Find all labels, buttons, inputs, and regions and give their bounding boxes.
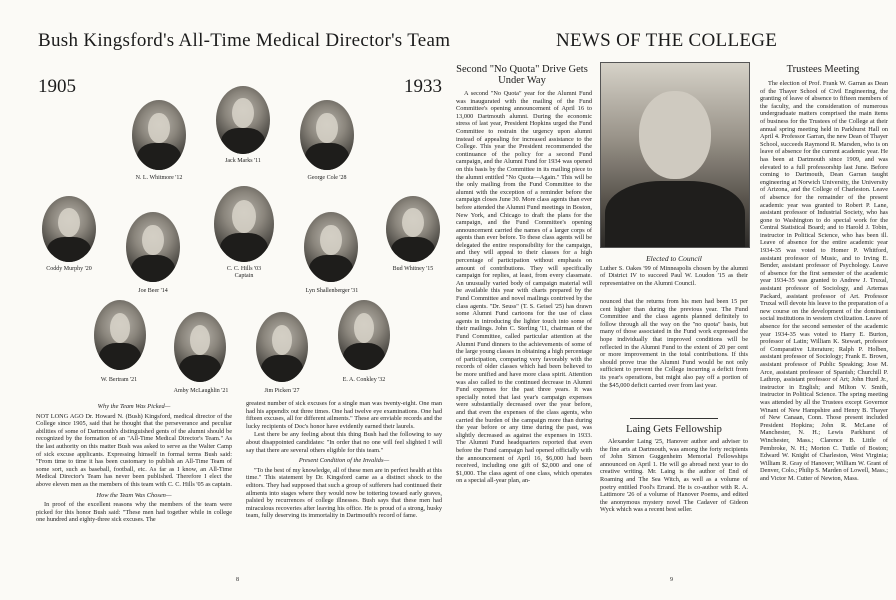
- caption-picken: Jim Picken '27: [264, 388, 300, 394]
- paragraph: nounced that the returns from his men had been 15 per cent higher than during the previous year. The Fund Committee and the class agents planned definitely to follow through all the way on the "no quota" basis, but many of those associated in the Fund work expressed the hope individually that improved conditions will be reflected in the Alumni Fund to the extent of 20 per cent or more improvement in the total contributions. If this should prove true the Alumni Fund would be not only sufficient to prevent the College incurring a deficit from its year's operations, but might also pay off a portion of the $45,000 deficit carried over from last year.: [600, 298, 748, 389]
- portrait-whitmore: [132, 100, 186, 170]
- year-end: 1933: [404, 76, 442, 97]
- caption-beer: Joe Beer '14: [138, 288, 168, 294]
- paragraph: NOT LONG AGO Dr. Howard N. (Bush) Kingsford, medical director of the College since 1905, said that he thought that the perseverance and peculiar abilities of some of Dartmouth's distinguished gents of the alumni should be recognized by the formation of an "All-Time Medical Director's Team." As the last authority on this matter Bush was asked to serve as the Walter Camp of sick excuse applicants. Expressing himself in formal terms Bush said: "From time to time it has been customary to publish an All-Time Team of some sort, such as baseball, football, etc. As far as I know, an All-Time Medical Director's Team has never been published. Therefore I elect the above eleven men as the members of this team with C. C. Hills '05 as captain.: [36, 412, 232, 488]
- portrait-shallenberger: [304, 212, 358, 282]
- paragraph: Lest there be any feeling about this thing Bush had the following to say about disappointed candidates: "In order that no one will feel slighted I will say that there are several others eligible for this team.": [246, 431, 442, 454]
- page-number-right: 9: [670, 577, 673, 583]
- caption-whitney: Bud Whitney '15: [392, 266, 434, 272]
- caption-shallenberger: Lyn Shallenberger '31: [305, 288, 359, 294]
- page-header-right: NEWS OF THE COLLEGE: [556, 30, 778, 51]
- portrait-conkley: [338, 300, 390, 370]
- subhead-why-picked: Why the Team Was Picked—: [97, 403, 171, 410]
- paragraph: Alexander Laing '25, Hanover author and adviser to the fine arts at Dartmouth, was among the forty recipients of John Simon Guggenheim Memorial Fellowships announced on April 1. He will go abroad next year to do creative writing. Mr. Laing is the author of End of Roaming and The Sea Witch, as well as a volume of poetry entitled Fool's Errand. He is co-author with R. A. Lattimore '26 of a volume of Hanover Poems, and edited the anonymous mystery novel The Cadaver of Gideon Wyck which was a recent best seller.: [600, 438, 748, 514]
- article-trustees-text: [760, 80, 888, 574]
- caption-captain: Captain: [234, 273, 254, 279]
- article-no-quota-text: [456, 90, 592, 574]
- caption-bertram: W. Bertram '21: [100, 377, 138, 383]
- caption-cole: George Cole '28: [307, 175, 347, 181]
- left-text-column-2: [246, 400, 442, 521]
- portrait-marks: [216, 86, 270, 154]
- paragraph: "To the best of my knowledge, all of these men are in perfect health at this time." This statement by Dr. Kingsford came as a distinct shock to the editors. They had supposed that such a group of sufferers had continued their ailments into stages where they would now be tottering toward early graves, palsied by recurrences of college illnesses. Bush says that these men had miraculous recoveries after leaving his office. He is proud of a strong, husky team, fully deserving its immortality in Dartmouth's record of fame.: [246, 466, 442, 520]
- caption-hills: C. C. Hills '03: [226, 266, 262, 272]
- portrait-picken: [256, 312, 308, 382]
- paragraph: In proof of the excellent reasons why the members of the team were picked for this honor Bush said: "These men had together while in college one hundred and eighty-three sick excuses. The: [36, 501, 232, 524]
- caption-mclaughlin: Amby McLaughlin '21: [173, 388, 229, 394]
- caption-marks: Jack Marks '11: [225, 158, 261, 164]
- caption-whitmore: N. L. Whitmore '12: [135, 175, 183, 181]
- portrait-hills: [214, 186, 274, 262]
- paragraph: greatest number of sick excuses for a single man was twenty-eight. One man had his appendix out three times. One had twelve eye examinations. One had fifteen excuses, all for different ailments." These are enviable records and the lucky recipients of Doc's honor have evidently earned their laurels.: [246, 400, 442, 430]
- caption-murphy: Coddy Murphy '20: [46, 266, 92, 272]
- photo-caption: [600, 252, 748, 288]
- portrait-whitney: [386, 196, 440, 262]
- photo-caption-text: Luther S. Oakes '99 of Minneapolis chosen by the alumni of District IV to succeed Paul W. Loudon '15 as their representative on the Alumni Council.: [600, 264, 748, 287]
- portrait-bertram: [94, 300, 146, 370]
- left-text-column-1: [36, 400, 232, 525]
- page-header-left: Bush Kingsford's All-Time Medical Director's Team: [38, 30, 451, 51]
- portrait-beer: [126, 212, 180, 282]
- article-title-laing: Laing Gets Fellowship: [626, 424, 722, 435]
- year-start: 1905: [38, 76, 76, 97]
- article-laing-text: [600, 438, 748, 574]
- paragraph: A second "No Quota" year for the Alumni Fund was inaugurated with the mailing of the Fund Committee's opening announcement of April 16 to 13,000 Dartmouth alumni. During the economic stress of last year, President Hopkins urged the Fund Committee to restrain the urgency upon alumni instead of appealing for increased assistance to the College. This year the President recommended the continuance of the policy for a second Fund campaign, and the Alumni Fund for 1934 was opened on this basis by the Committee in its mailing piece to the alumni entitled "No Quota—Again." This will be the only mailing from the Fund Committee to the alumni with the exception of a reminder before the campaign closes June 30. More class agents than ever before attended the Alumni Fund meetings in Boston, New York, and Chicago to draft the plans for the campaign, and the Fund Committee's opening announcement carried the names of a larger corps of agents than ever before. To these class agents will be delegated the entire responsibility for the campaign, and they will appeal to their classes for a high percentage of participation without emphasis on amount of contributions. They will specifically campaign for replies, at least, from every classmate. An unusually varied body of campaign material will be available this year with charts prepared by the Fund Committee and novel mailings contrived by the class agents. "Dr. Seuss" (T. S. Geisel '25) has drawn some Alumni Fund cartoons for the use of class agents in introducing the lighter touch into some of their mailings. John C. Sterling '11, chairman of the Fund Committee, called particular attention at the Alumni Fund dinners to the achievements of some of the large young classes in obtaining a high percentage of participation, comparing very favorably with the records of older classes which had been believed to be more unified and have more class spirit. Attention was also called to the continued decrease in Alumni Fund expenses for the past three years. It was specially noted that last year's campaign expenses were substantially decreased over the year before, and that even the expenses of the class agents, who carried the burden of the campaign more than during the year before or any time during the past, was slightly decreased as against the expenses in 1933. The Alumni Fund headquarters reported that even before the Fund campaign had opened officially with the announcement of April 16, $6,000 had been received, including one gift of $2,000 and one of $1,000. The class agent of one class, which operates on a special all-year plan, an-: [456, 90, 592, 485]
- subhead-present-condition: Present Condition of the Invalids—: [298, 457, 390, 465]
- subhead-how-chosen: How the Team Was Chosen—: [96, 491, 172, 499]
- portrait-murphy: [42, 196, 96, 262]
- article-no-quota-continued: [600, 298, 748, 414]
- portrait-cole: [300, 100, 354, 170]
- paragraph: The election of Prof. Frank W. Garran as Dean of the Thayer School of Civil Engineering, the granting of leave of absence to fifteen members of the faculty, and the consideration of numerous undergraduate matters comprised the main items of business for the Trustees of the College at their annual spring meeting held in Parkhurst Hall on April 4. Professor Garran, the new Dean of Thayer School, succeeds Raymond R. Marsden, who is on leave of absence for the current academic year. He has been at Dartmouth since 1909, and was elevated to a full professorship last June. Before coming to Dartmouth, Dean Garran taught engineering at Norwich University, the University of Arizona, and the College of Charleston. Leave of absence for the remainder of the present academic year was granted to Robert P. Lane, assistant professor of Industrial Society, who has gone to Washington to do special work for the Central Statistical Board; and to Harold J. Tobin, instructor in Political Science, who has been ill. Leave of absence for the entire academic year 1934-35 was voted to Homer P. Whitford, assistant professor of Music, and to Irving E. Bender, assistant professor of Psychology. Leave of absence for the first semester of the academic year 1934-35 was granted to Andrew J. Truxal, assistant professor of Sociology, and Artemas Packard, assistant professor of Art. Professor Truxal will devote his leave to the preparation of a new course on the development of the dominant social institutions in western civilization. Leave of absence for the second semester of the academic year 1934-35 was voted to Harry E. Burton, professor of Latin; William K. Stewart, professor of Comparative Literature; Ralph P. Holben, assistant professor of Sociology; Frank E. Brown, assistant professor of Public Speaking; Jose M. Arce, assistant professor of Spanish; Churchill P. Lathrop, assistant professor of Art; John Hurd Jr., instructor in English; and Milton V. Smith, instructor in Political Science. The spring meeting was attended by all the Trustees except Governor Winant of New Hampshire and Henry B. Thayer of New Canaan, Conn. Those present included President Hopkins; John R. McLane of Manchester, N. H.; Lewis Parkhurst of Winchester, Mass.; Clarence B. Little of Pembroke, N. H.; Morton C. Tuttle of Boston; Edward W. Knight of Charleston, West Virginia; William R. Gray of Hanover; William W. Grant of Denver, Colo.; Philip S. Marden of Lowell, Mass.; and Victor M. Cutter of Newton, Mass.: [760, 80, 888, 482]
- caption-conkley: E. A. Conkley '32: [342, 377, 386, 383]
- article-title-no-quota: Second "No Quota" Drive Gets Under Way: [456, 64, 588, 86]
- photo-caption-title: Elected to Council: [646, 254, 702, 263]
- divider: [630, 418, 718, 419]
- article-title-trustees: Trustees Meeting: [786, 64, 860, 75]
- page-number-left: 8: [236, 577, 239, 583]
- photo-luther-oakes: [600, 62, 750, 248]
- portrait-mclaughlin: [174, 312, 226, 382]
